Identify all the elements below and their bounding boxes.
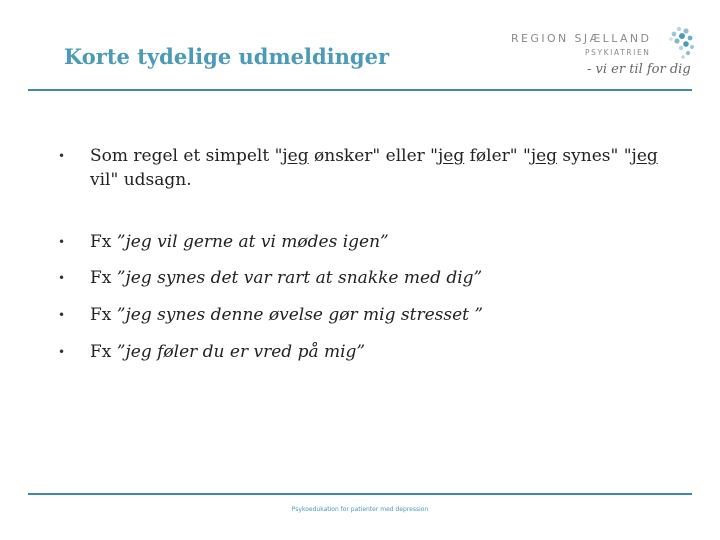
text-segment: Fx: [90, 342, 117, 362]
example-quote: ”jeg synes det var rart at snakke med dig”: [116, 268, 483, 288]
footer-divider: [28, 493, 692, 495]
title-divider: [28, 89, 692, 91]
underlined-word: jeg: [530, 146, 558, 166]
bullet-text: [90, 340, 690, 364]
slide-title: Korte tydelige udmeldinger: [64, 44, 390, 69]
example-quote: ”jeg vil gerne at vi mødes igen”: [116, 232, 389, 252]
logo-region-text: REGION SJÆLLAND: [511, 32, 652, 45]
bullet-dot: •: [58, 271, 66, 285]
text-segment: ønsker" eller ": [308, 146, 438, 166]
bullet-text: [90, 266, 690, 290]
bullet-dot: •: [58, 308, 66, 322]
bullet-text: [90, 230, 690, 254]
bullet-dot: •: [58, 149, 66, 163]
bullet-text: [90, 144, 690, 192]
region-logo: [505, 26, 695, 90]
text-segment: Fx: [90, 305, 117, 325]
text-segment: vil" udsagn.: [90, 170, 192, 190]
text-segment: Fx: [90, 268, 117, 288]
bullet-text: [90, 303, 690, 327]
text-segment: føler" ": [464, 146, 531, 166]
example-quote: ”jeg synes denne øvelse gør mig stresset ”: [116, 305, 484, 325]
example-quote: ”jeg føler du er vred på mig”: [116, 342, 366, 362]
text-segment: Som regel et simpelt ": [90, 146, 283, 166]
text-segment: Fx: [90, 232, 117, 252]
bullet-dot: •: [58, 345, 66, 359]
logo-dots-icon: [665, 26, 695, 66]
bullet-dot: •: [58, 235, 66, 249]
underlined-word: jeg: [631, 146, 658, 166]
underlined-word: jeg: [282, 146, 309, 166]
text-segment: synes" ": [557, 146, 632, 166]
logo-slogan-text: - vi er til for dig: [587, 62, 691, 77]
underlined-word: jeg: [437, 146, 465, 166]
footer-text: Psykoedukation for patienter med depression: [291, 506, 429, 513]
logo-subtitle-text: PSYKIATRIEN: [585, 48, 651, 57]
